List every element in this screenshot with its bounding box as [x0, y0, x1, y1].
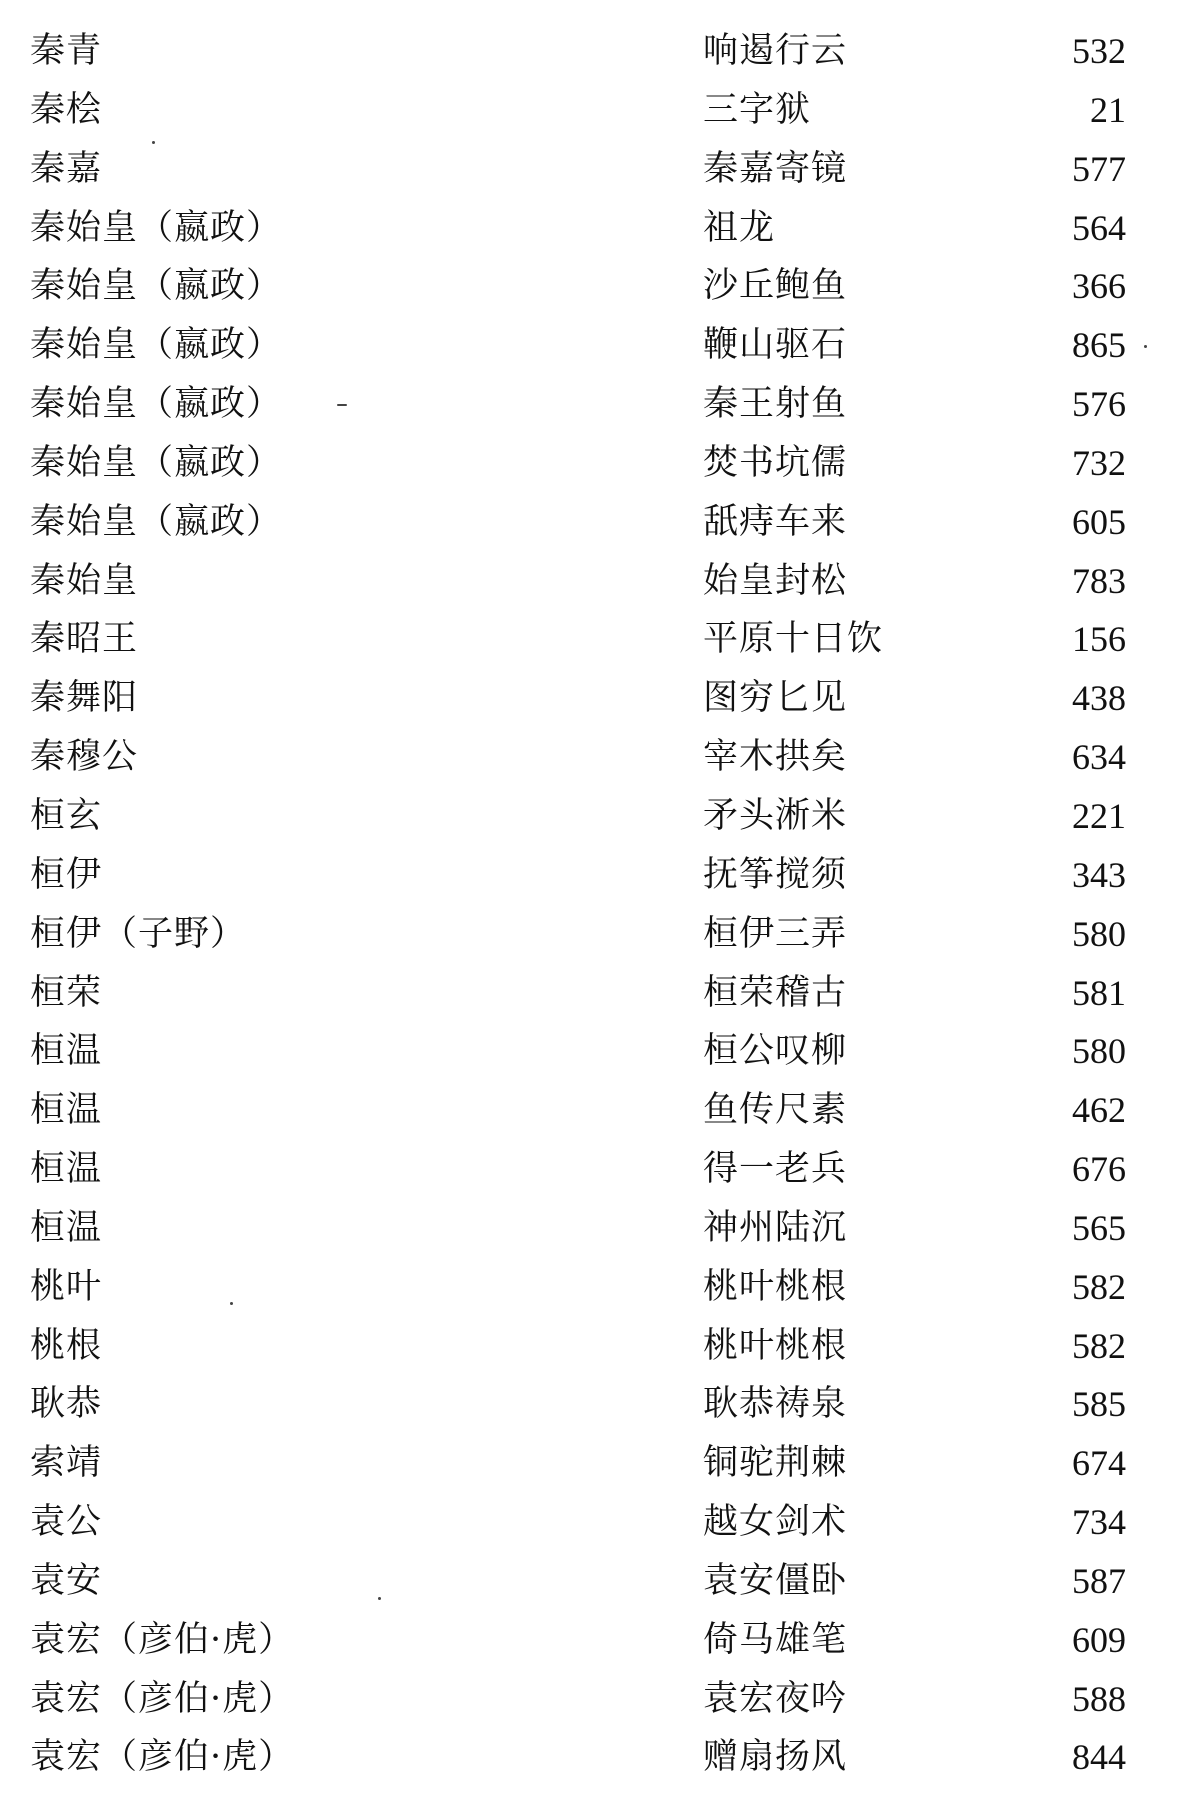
allusion-title: 沙丘鲍鱼 — [703, 266, 848, 307]
index-row — [0, 669, 1200, 728]
person-name: 袁宏（彦伯·虎） — [30, 1619, 295, 1660]
index-row — [0, 199, 1200, 258]
scan-speck — [230, 1302, 233, 1305]
person-name: 桃叶 — [30, 1266, 103, 1307]
allusion-title: 抚筝搅须 — [703, 854, 848, 895]
person-name: 秦昭王 — [30, 619, 139, 660]
page-number: 674 — [1072, 1443, 1126, 1484]
person-name: 秦桧 — [30, 89, 103, 130]
index-row — [0, 1317, 1200, 1376]
allusion-title: 耿恭祷泉 — [703, 1384, 848, 1425]
allusion-title: 越女剑术 — [703, 1502, 848, 1543]
scan-speck — [1144, 345, 1147, 348]
person-name: 桃根 — [30, 1325, 103, 1366]
page-number: 609 — [1072, 1619, 1126, 1660]
person-name: 秦舞阳 — [30, 678, 139, 719]
page-number: 634 — [1072, 737, 1126, 778]
page-number: 676 — [1072, 1149, 1126, 1190]
allusion-title: 桓荣稽古 — [703, 972, 848, 1013]
index-row — [0, 1022, 1200, 1081]
allusion-title: 鱼传尺素 — [703, 1090, 848, 1131]
person-name: 秦始皇 — [30, 560, 139, 601]
page-number: 576 — [1072, 384, 1126, 425]
page-number: 844 — [1072, 1737, 1126, 1778]
index-row — [0, 375, 1200, 434]
page-number: 221 — [1072, 795, 1126, 836]
person-name: 秦始皇（嬴政） — [30, 207, 283, 248]
person-name: 桓温 — [30, 1090, 103, 1131]
index-row — [0, 728, 1200, 787]
allusion-title: 桓公叹柳 — [703, 1031, 848, 1072]
page-number: 565 — [1072, 1207, 1126, 1248]
page-number: 783 — [1072, 560, 1126, 601]
person-name: 秦穆公 — [30, 737, 139, 778]
person-name: 袁安 — [30, 1560, 103, 1601]
index-row — [0, 1258, 1200, 1317]
allusion-title: 桃叶桃根 — [703, 1325, 848, 1366]
person-name: 秦嘉 — [30, 148, 103, 189]
allusion-title: 秦嘉寄镜 — [703, 148, 848, 189]
allusion-title: 始皇封松 — [703, 560, 848, 601]
page-number: 21 — [1090, 89, 1126, 130]
person-name: 秦始皇（嬴政） — [30, 266, 283, 307]
page-number: 605 — [1072, 501, 1126, 542]
person-name: 桓温 — [30, 1149, 103, 1190]
allusion-title: 秦王射鱼 — [703, 384, 848, 425]
index-row — [0, 81, 1200, 140]
person-name: 桓伊（子野） — [30, 913, 247, 954]
allusion-title: 宰木拱矣 — [703, 737, 848, 778]
page-number: 532 — [1072, 31, 1126, 71]
person-name: 索靖 — [30, 1443, 103, 1484]
page-number: 577 — [1072, 148, 1126, 189]
page-number: 343 — [1072, 854, 1126, 895]
page-number: 732 — [1072, 442, 1126, 483]
index-row — [0, 257, 1200, 316]
page-number: 438 — [1072, 678, 1126, 719]
allusion-title: 袁宏夜吟 — [703, 1678, 848, 1719]
index-row — [0, 1375, 1200, 1434]
page-number: 588 — [1072, 1678, 1126, 1719]
index-row — [0, 1081, 1200, 1140]
person-name: 秦始皇（嬴政） — [30, 442, 283, 483]
index-row — [0, 610, 1200, 669]
allusion-title: 铜驼荆棘 — [703, 1443, 848, 1484]
index-row — [0, 1199, 1200, 1258]
person-name: 桓温 — [30, 1031, 103, 1072]
person-name: 袁宏（彦伯·虎） — [30, 1737, 295, 1778]
page-number: 734 — [1072, 1502, 1126, 1543]
index-row — [0, 787, 1200, 846]
index-row — [0, 846, 1200, 905]
allusion-title: 得一老兵 — [703, 1149, 848, 1190]
page-number: 585 — [1072, 1384, 1126, 1425]
person-name: 袁公 — [30, 1502, 103, 1543]
allusion-title: 焚书坑儒 — [703, 442, 848, 483]
allusion-title: 神州陆沉 — [703, 1207, 848, 1248]
page-number: 564 — [1072, 207, 1126, 248]
index-row — [0, 552, 1200, 611]
page-number: 462 — [1072, 1090, 1126, 1131]
index-row — [0, 434, 1200, 493]
allusion-title: 祖龙 — [703, 207, 776, 248]
allusion-title: 响遏行云 — [703, 31, 848, 71]
index-row — [0, 905, 1200, 964]
allusion-title: 倚马雄笔 — [703, 1619, 848, 1660]
index-row — [0, 964, 1200, 1023]
person-name: 袁宏（彦伯·虎） — [30, 1678, 295, 1719]
person-name: 秦始皇（嬴政） — [30, 384, 283, 425]
index-row — [0, 1140, 1200, 1199]
index-row — [0, 1670, 1200, 1729]
scan-speck — [337, 404, 347, 406]
person-name: 秦青 — [30, 31, 103, 71]
allusion-title: 平原十日饮 — [703, 619, 884, 660]
index-row — [0, 1493, 1200, 1552]
index-row — [0, 22, 1200, 81]
page-number: 156 — [1072, 619, 1126, 660]
page-number: 582 — [1072, 1266, 1126, 1307]
allusion-title: 舐痔车来 — [703, 501, 848, 542]
page-number: 580 — [1072, 1031, 1126, 1072]
allusion-title: 桃叶桃根 — [703, 1266, 848, 1307]
index-row — [0, 493, 1200, 552]
index-list — [0, 22, 1200, 1787]
allusion-title: 鞭山驱石 — [703, 325, 848, 366]
index-row — [0, 140, 1200, 199]
page-number: 587 — [1072, 1560, 1126, 1601]
person-name: 秦始皇（嬴政） — [30, 325, 283, 366]
allusion-title: 三字狱 — [703, 89, 812, 130]
person-name: 桓荣 — [30, 972, 103, 1013]
page-number: 865 — [1072, 325, 1126, 366]
allusion-title: 袁安僵卧 — [703, 1560, 848, 1601]
allusion-title: 赠扇扬风 — [703, 1737, 848, 1778]
allusion-title: 图穷匕见 — [703, 678, 848, 719]
allusion-title: 矛头淅米 — [703, 795, 848, 836]
index-row — [0, 1434, 1200, 1493]
page-number: 581 — [1072, 972, 1126, 1013]
index-row — [0, 1728, 1200, 1787]
scan-speck — [152, 141, 155, 144]
person-name: 桓温 — [30, 1207, 103, 1248]
page-number: 366 — [1072, 266, 1126, 307]
page-number: 580 — [1072, 913, 1126, 954]
scan-speck — [378, 1597, 381, 1600]
page-number: 582 — [1072, 1325, 1126, 1366]
index-row — [0, 316, 1200, 375]
index-row — [0, 1611, 1200, 1670]
person-name: 桓玄 — [30, 795, 103, 836]
person-name: 秦始皇（嬴政） — [30, 501, 283, 542]
allusion-title: 桓伊三弄 — [703, 913, 848, 954]
person-name: 桓伊 — [30, 854, 103, 895]
index-row — [0, 1552, 1200, 1611]
person-name: 耿恭 — [30, 1384, 103, 1425]
